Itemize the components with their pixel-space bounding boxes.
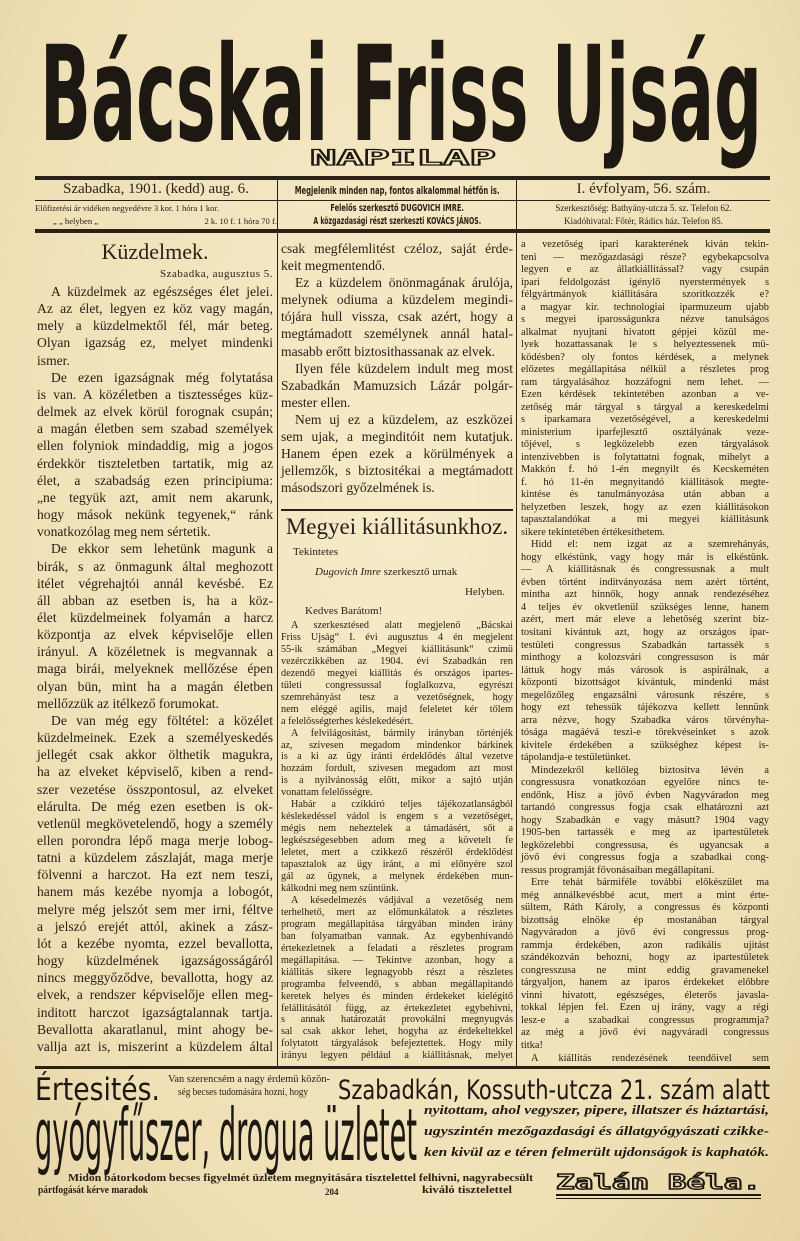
text-line: hogy küzdelmének igazságosságáról bbox=[37, 953, 273, 969]
text-line: évben történt inditványozása nem azért történt, bbox=[521, 576, 769, 588]
text-line: a magyar kir. technologiai iparmuzeum ujabb bbox=[521, 301, 769, 313]
text-line: 4 teljes év okvetlenül szükséges lenne, hanem bbox=[521, 601, 769, 613]
paragraph bbox=[281, 411, 513, 496]
text-line: A kiállitás rendezésének teendőivel sem bbox=[531, 1052, 769, 1064]
text-line: kivitele érdekében a szükséghez képest is- bbox=[521, 739, 769, 751]
text-line: jellegét csak akkor ölthetik magukra, bbox=[37, 747, 273, 763]
text-line: szándékozván behozni, hogy az ipartestületek bbox=[521, 952, 769, 964]
text-line: a magán életben sem szabad személyek bbox=[37, 421, 273, 437]
addressee-name: Dugovich Imre bbox=[315, 566, 381, 578]
text-line: lót a kezébe nyomta, ezzel bevallotta, bbox=[37, 935, 273, 951]
text-line: keretek helyes és minden érdekeket kielégitő bbox=[281, 990, 513, 1002]
advert-closing-1: Midőn bátorkodom becses figyelmét üzletem megnyitására tisztelettel felhivni, nagyrabecsült bbox=[68, 1173, 534, 1184]
text-line: tápolandja-e testületünket. bbox=[521, 752, 631, 764]
place-date: Szabadka, 1901. (kedd) aug. 6. bbox=[63, 181, 249, 197]
text-line: ismer. bbox=[37, 352, 70, 368]
text-line: Habár a czikkiró teljes tájékozatlanságból bbox=[291, 799, 513, 811]
volume-issue: I. évfolyam, 56. szám. bbox=[576, 181, 711, 197]
advert-heading: Értesités. bbox=[35, 1072, 160, 1108]
text-line: zetőség már tárgyal s tárgyal a kereskedelmi bbox=[521, 401, 769, 413]
text-line: felállitásától függ, az értekezletet egybehivni, bbox=[281, 1002, 513, 1014]
text-line: vallja azt is, miszerint a küzdelem által bbox=[37, 1038, 273, 1054]
text-line: melyre még jelszót sem mer irni, féltve bbox=[37, 901, 273, 917]
text-line: élet küzdelmeinek folyamán a harcz bbox=[37, 609, 273, 625]
text-line: sal csak akkor lehet, hogyha az érdekeltekkel bbox=[281, 1026, 513, 1038]
article-body bbox=[281, 240, 513, 496]
article-separator bbox=[281, 509, 513, 511]
text-line: itélet végrehajtói annál kevésbé. Ez bbox=[37, 575, 273, 591]
text-line: titka! bbox=[521, 1040, 543, 1051]
text-line: Ilyen féle küzdelem indult meg most bbox=[295, 360, 513, 376]
text-line: folytatott tárgyalások befejeztettek. Hogy mily bbox=[281, 1038, 513, 1050]
advert-intro-1: Van szerencsém a nagy érdemü közön- bbox=[168, 1074, 330, 1085]
location: Helyben. bbox=[464, 586, 505, 598]
publication-note: Megjelenik minden nap, fontos alkalommal hétfőn is. bbox=[294, 184, 500, 197]
text-line: nem eléggé agilis, majd feleletet kér tőlem bbox=[281, 703, 513, 715]
text-line: terhelhető, mert az előmunkálatok a részletes bbox=[281, 906, 513, 918]
text-line: masabb erőtt biztosithassanak az elvek. bbox=[281, 343, 496, 359]
text-line: kiállitás sikere legnagyobb részt a részletes bbox=[281, 966, 513, 978]
price-line-1: Előfizetési ár vidéken negyedévre 3 kor. 1 hóra 1 kor. bbox=[35, 203, 219, 213]
text-line: gál az ügynek, a melynek érdekében mun- bbox=[281, 871, 513, 883]
text-line: szemrehányást tesz a vezetőségnek, hogy bbox=[281, 691, 513, 703]
text-line: irányul. A közéletnek is megvannak a bbox=[37, 644, 273, 660]
paragraph bbox=[281, 274, 513, 359]
paragraph bbox=[281, 620, 513, 728]
text-line: tületi congressussal foglalkozva, egyrészt bbox=[281, 679, 513, 691]
article-megyei-kiallitasunkhoz bbox=[281, 512, 513, 1062]
text-line: program megállapitása tárgyában minden irány bbox=[281, 918, 513, 930]
text-line: lesz-e a szabadkai congressus programmja? bbox=[521, 1014, 769, 1026]
office-line: Szerkesztőség: Bathyány-utcza 5. sz. Telefon 62. bbox=[555, 203, 732, 213]
advert-intro-2: ség becses tudomására hozni, hogy bbox=[178, 1087, 308, 1098]
text-line: tositani kivántuk azt, hogy az országos ipar- bbox=[521, 626, 769, 638]
paragraph bbox=[37, 369, 273, 541]
text-line: A késedelmezés vádjával a vezetőség nem bbox=[291, 894, 513, 906]
text-line: lyek hozattassanak le s helyeztessenek mü- bbox=[521, 339, 769, 351]
text-line: leletet, mert a czikkező részéről érdeklődést bbox=[281, 847, 513, 859]
text-line: Friss Ujság“ I. évi augusztus 4 én megjelent bbox=[281, 631, 513, 643]
text-line: vonattam felelősségre. bbox=[281, 787, 373, 799]
column-divider-2 bbox=[516, 180, 517, 1066]
text-line: bizottság elnöke ép mostanában tárgyal bbox=[521, 914, 769, 926]
text-line: Szabadkán Mamuzsich Lázár polgár- bbox=[281, 377, 513, 393]
text-line: mester ellen. bbox=[281, 394, 351, 410]
text-line: jellemzők, s biztositékai a megtámadott bbox=[281, 463, 513, 479]
text-line: inditott harczot igazságtalannak tartja. bbox=[37, 1004, 273, 1020]
price-line-2-value: 2 k. 10 f. 1 hóra 70 f. bbox=[204, 216, 277, 226]
column-divider-1 bbox=[277, 180, 278, 1066]
text-line: megelőzőleg engazsálni városunk részére, s bbox=[521, 689, 769, 701]
text-line: mely a küzdelmektől fél, már beteg. bbox=[37, 318, 273, 334]
text-line: irányu legyen például a kiállitásnak, melyet bbox=[281, 1050, 513, 1062]
text-line: vetlenül megkövetelendő, hogy a személy bbox=[37, 815, 273, 831]
text-line: sültem, Ráth Károly, a congressus és központi bbox=[521, 902, 769, 914]
text-line: minthogy a kolozsvári congressuson is már bbox=[521, 652, 769, 664]
text-line: láttuk hogy más városok is aspirálnak, a bbox=[521, 664, 769, 676]
text-line: csak megfélemlitést czéloz, saját érde- bbox=[281, 241, 513, 256]
text-line: helyzetben leszek, hogy az ezen kiállitásokon bbox=[521, 501, 769, 513]
text-line: jövő évi congressus fogja a szabadkai cong- bbox=[521, 852, 769, 864]
text-line: Hidd el: nem izgat az a szemrehányás, bbox=[531, 539, 769, 551]
text-line: vonatkozólag meg nem sértetik. bbox=[37, 524, 211, 540]
dateline: Szabadka, augusztus 5. bbox=[159, 268, 273, 280]
text-line: tójára hull vissza, csak azért, hogy a bbox=[281, 309, 513, 325]
text-line: birák, s az önmagunk által meghozott bbox=[37, 558, 273, 574]
advert-shop-type: gyógyfűszer, drogua üzletet bbox=[35, 1093, 417, 1177]
advert-signature: Zalán Béla. bbox=[556, 1170, 761, 1194]
text-line: is van. A közéletben a tisztességes küz- bbox=[37, 386, 273, 402]
article-title: Megyei kiállitásunkhoz. bbox=[285, 514, 509, 539]
paragraph bbox=[521, 539, 769, 764]
text-line: A küzdelmek az egészséges élet jelei. bbox=[51, 284, 273, 299]
text-line: nincs meggyőződve, bevallotta, hogy az bbox=[37, 970, 273, 986]
text-line: értekezletnek a feladati a részletes program bbox=[281, 942, 513, 954]
text-line: késlekedéssel vádol is engem s a vezetőséget, bbox=[281, 811, 513, 823]
text-line: programba felveendő, s abban megállapitandó bbox=[281, 978, 513, 990]
text-line: De ezen igazságnak még folytatása bbox=[51, 369, 273, 385]
advert-desc-3: ken kivül az e téren felmerült ujdonságok is kaphatók. bbox=[424, 1144, 769, 1159]
text-line: megállapitása. — Tekintve azonban, hogy a bbox=[281, 954, 513, 966]
paragraph bbox=[281, 799, 513, 895]
text-line: dezendő megyei kiállitás és országos ipartes- bbox=[281, 667, 513, 679]
text-line: félgyártmányok kiállitására szoritkozzék e? bbox=[521, 289, 769, 301]
text-line: hanem más kezébe nyomja a lobogót, bbox=[37, 884, 273, 900]
paragraph bbox=[37, 283, 273, 369]
text-line: Olyan igazság ez, melyet mindenki bbox=[37, 335, 273, 351]
text-line: ködésben? oly fontos kérdések, a melynek bbox=[521, 351, 769, 363]
text-line: sikere tekintetében értékesithetem. bbox=[521, 526, 665, 538]
text-line: olyan bün, mint ha a magán életben bbox=[37, 678, 273, 694]
text-line: vezérczikkében az 1904. évi Szabadkán ren bbox=[281, 655, 513, 667]
text-line: szer vezetése összpontosul, az elveket bbox=[37, 781, 273, 797]
text-line: testületi congressus Szabadkán tartassék s bbox=[521, 639, 769, 651]
paragraph bbox=[281, 360, 513, 411]
text-line: hogy Szabadkán e vagy másutt? 1904 vagy bbox=[521, 814, 769, 826]
signature-underline bbox=[556, 1194, 761, 1196]
text-line: tatni a küzdelem zászlaját, maga merje bbox=[37, 850, 273, 866]
econ-editor-line: A közgazdasági részt szerkeszti KOVÁCS JÁNOS. bbox=[313, 216, 481, 227]
advert-desc-1: nyitottam, ahol vegyszer, pipere, illatszer és háztartási, bbox=[424, 1102, 769, 1117]
text-line: tapasztalok az ügy iránt, a mi előnyére szol bbox=[281, 859, 513, 871]
text-line: ram tárgyalásához hozzáfogni nem lehet. — bbox=[521, 376, 769, 388]
text-line: tapasztalandókat a mi megyei kiállitásunk bbox=[521, 514, 769, 526]
text-line: ellen folyniok mindaddig, mig a jogos bbox=[37, 438, 273, 454]
article-body bbox=[521, 239, 769, 1065]
text-line: Az az élet, legyen ez köz vagy magán, bbox=[37, 301, 273, 317]
text-line: is a ki az ügy iránti érdeklődés által vezetve bbox=[281, 751, 513, 763]
text-line: másodszori győzelmének is. bbox=[281, 480, 435, 496]
article-kuzdelmek bbox=[37, 238, 273, 1055]
text-line: elárulta. De még ezen esetben is ok- bbox=[37, 798, 273, 814]
text-line: a jelszó erejét attól, akinek a zász- bbox=[37, 918, 273, 934]
article-megyei-kiallitasunkhoz-continued bbox=[521, 239, 769, 1065]
text-line: központja az elvek képviselője ellen bbox=[37, 627, 273, 643]
paragraph bbox=[521, 877, 769, 1052]
text-line: ha az elveket képviselő, kiben a rend- bbox=[37, 764, 273, 780]
paragraph bbox=[281, 728, 513, 800]
header-mid-rule bbox=[35, 200, 770, 201]
newspaper-title: Bácskai Friss Ujság bbox=[40, 18, 762, 172]
text-line: teni — mezőgazdasági része? egybekapcsolva bbox=[521, 251, 769, 263]
text-line: még annálkevésbbé acut, mert a mint érte- bbox=[521, 889, 769, 901]
text-line: legkészségesebben adom meg a követelt fe bbox=[281, 835, 513, 847]
text-line: küzdelmeinek. Ezek a személyeskedés bbox=[37, 730, 273, 746]
advert-desc-2: ugyszintén mezőgazdasági és állatgyógyászati czikke- bbox=[424, 1123, 769, 1138]
text-line: — A kiállitásnak és congressusnak a mult bbox=[521, 564, 769, 576]
text-line: A szerkesztésed alatt megjelenő „Bácskai bbox=[291, 620, 513, 631]
text-line: rammja érdekében, azon radikális ujitást bbox=[521, 939, 769, 951]
text-line: kálkodni meg nem szüntünk. bbox=[281, 882, 399, 894]
text-line: alkalmat nyujtani hivatott gépjei közül me- bbox=[521, 326, 769, 338]
advert-closing-2: pártfogását kérve maradok bbox=[38, 1185, 149, 1196]
text-line: De van még egy föltétel: a közélet bbox=[51, 712, 273, 728]
text-line: a vezetőség ipari karakterének kiván tekin- bbox=[521, 239, 769, 250]
header-bottom-rule bbox=[35, 229, 770, 233]
text-line: Nem uj ez a küzdelem, az eszközei bbox=[295, 411, 513, 427]
text-line: előzetes megállapitása nélkül a részletes prog bbox=[521, 364, 769, 376]
text-line: ellen porondra lépő maga merje lobog- bbox=[37, 833, 273, 848]
article-body bbox=[281, 620, 513, 1062]
text-line: tőjével, s legközelebb ezen tárgyalások bbox=[521, 439, 769, 451]
text-line: hogy ezt tehessük tájékozva kellett lennünk bbox=[521, 702, 769, 714]
advert-number: 204 bbox=[325, 1187, 339, 1197]
text-line: intenzivebben is folytattatni fognak, mihelyt a bbox=[521, 451, 769, 463]
text-line: tartandó congressus fogja csak elhatározni azt bbox=[521, 802, 769, 814]
publisher-line: Kiadóhivatal: Főtér, Rádics ház. Telefon 85. bbox=[564, 216, 723, 226]
text-line: Mindezekről kellőleg biztositva lévén a bbox=[531, 764, 769, 776]
text-line: élet, a szabadság ezen principiuma: bbox=[37, 472, 273, 488]
article-kuzdelmek-continued bbox=[281, 240, 513, 496]
text-line: arra nézve, hogy Szabadka város törvényha- bbox=[521, 714, 769, 726]
text-line: hozzám fordult, szivesen megadom azt most bbox=[281, 763, 513, 775]
text-line: ipari feldolgozást igénylő nyerstermények s bbox=[521, 276, 769, 288]
text-line: Ezen kérdések tekintetében azonban a ve- bbox=[521, 389, 769, 401]
text-line: s annak határozatát provokálni megnyugvás bbox=[281, 1014, 513, 1026]
text-line: kintése és tanulmányozása után abban a bbox=[521, 489, 769, 501]
advert-regards: kiváló tisztelettel bbox=[422, 1185, 513, 1196]
text-line: 1905-ben tartassék e meg az ipartestületek bbox=[521, 827, 769, 839]
masthead bbox=[0, 0, 800, 172]
text-line: f. hó 11-én megnyitandó kiállitások megte- bbox=[521, 476, 769, 488]
advert-address: Szabadkán, Kossuth-utcza 21. szám alatt bbox=[338, 1075, 770, 1106]
text-line: s iparkamara vezetőségével, a kereskedelmi bbox=[521, 414, 769, 426]
text-line: Hanem épen ezek a körülmények a bbox=[281, 446, 513, 462]
text-line: ressus programját fővonásaiban megállapitani. bbox=[521, 864, 715, 876]
text-line: „ne tegyük azt, amit nem akarunk, bbox=[37, 489, 273, 505]
text-line: legközelebbi congressusa, és ugyancsak a bbox=[521, 839, 769, 851]
text-line: mintha azt hinnők, hogy annak rendezéséhez bbox=[521, 589, 769, 601]
greeting: Kedves Barátom! bbox=[305, 605, 383, 617]
text-line: megtámadott személynek annál hatal- bbox=[281, 326, 513, 342]
text-line: 55-ik számában „Megyei kiállitásunk“ czimü bbox=[281, 643, 513, 655]
text-line: Nagyváradon a jövő évi congressus prog- bbox=[521, 927, 769, 939]
text-line: A felvilágositást, bármily irányban történjék bbox=[291, 727, 513, 739]
newspaper-subtitle: NAPILAP bbox=[310, 146, 496, 170]
paragraph bbox=[37, 540, 273, 712]
advertisement bbox=[0, 1068, 800, 1213]
text-line: a felelősségterhes késlekedésért. bbox=[281, 715, 414, 727]
editor-line: Felelős szerkesztő DUGOVICH IMRE. bbox=[330, 203, 464, 214]
text-line: hogy elkéstünk, vagy hogy már is elkéstünk. bbox=[521, 551, 769, 563]
paragraph bbox=[521, 1053, 769, 1066]
paragraph bbox=[521, 765, 769, 878]
text-line: központi bizottságot kivántuk, mindenki mást bbox=[521, 677, 769, 689]
paragraph bbox=[521, 239, 769, 539]
text-line: endőnk, Hisz a jövő évben Nagyváradon meg bbox=[521, 789, 769, 801]
signature-underline-thin bbox=[556, 1198, 761, 1199]
text-line: melynek odiuma a küzdelem megindi- bbox=[281, 292, 513, 308]
text-line: congresszusa ne mint eddig gravamenekel bbox=[521, 964, 769, 976]
text-line: az még a jövő évi nagyváradi congressus bbox=[521, 1027, 769, 1039]
text-line: vinni hivatott, egészséges, életerős javasla- bbox=[521, 989, 769, 1001]
text-line: érdekkör tiszteletben tartatik, mig az bbox=[37, 455, 273, 471]
text-line: sem ujak, a meginditóit nem kutatjuk. bbox=[281, 429, 513, 445]
text-line: tokkal lépjen fel. Ezen uj irány, vagy a régi bbox=[521, 1002, 769, 1014]
text-line: elvek, a rendszer képviselője ellen meg- bbox=[37, 987, 273, 1003]
salutation: Tekintetes bbox=[293, 546, 339, 558]
text-line: congressusra vonatkozóan egyelőre nincs te- bbox=[521, 777, 769, 789]
paragraph bbox=[37, 712, 273, 1055]
text-line: Erre tehát bármiféle további előkészület ma bbox=[531, 877, 769, 889]
text-line: tárgyaljon, hanem az iparos érdekeket előbbre bbox=[521, 977, 769, 989]
addressee-title: szerkesztő urnak bbox=[383, 566, 458, 578]
text-line: azért, mert már eleve a lehetőség szerint biz- bbox=[521, 614, 769, 626]
text-line: maga birái, melyeknek mellőzése épen bbox=[37, 661, 273, 677]
text-line: hogy mások nekünk tegyenek,“ ránk bbox=[37, 507, 273, 523]
text-line: delmek az elvek körül forognak csupán; bbox=[37, 404, 273, 420]
text-line: ministerium iparfejlesztő osztályának veze- bbox=[521, 426, 769, 438]
text-line: ban folyamatban vannak. Az egybenhivandó bbox=[281, 930, 513, 942]
text-line: s megyei iparosságunkra nézve tanulságos bbox=[521, 314, 769, 326]
header-top-rule bbox=[35, 176, 770, 180]
text-line: az, szivesen megadom mindenkor bárkinek bbox=[281, 739, 513, 751]
text-line: fölvenni a harczot. Ha ezt nem teszi, bbox=[37, 867, 273, 883]
text-line: De ekkor sem lehetünk magunk a bbox=[51, 541, 273, 557]
text-line: keit megmentendő. bbox=[281, 258, 386, 274]
paragraph bbox=[281, 895, 513, 1062]
text-line: mellőzzük az itélkező forumokat. bbox=[37, 695, 219, 711]
text-line: Makkón f. hó 1-én megnyilt és Kecskeméten bbox=[521, 464, 769, 476]
text-line: mégis nem neheztelek a támadásért, sőt a bbox=[281, 823, 513, 835]
article-title: Küzdelmek. bbox=[101, 239, 209, 264]
text-line: Ez a küzdelem önönmagának árulója, bbox=[295, 275, 513, 291]
paragraph bbox=[281, 240, 513, 274]
article-body bbox=[37, 283, 273, 1055]
text-line: tósága magáévá teszi-e törekvéseinket s azok bbox=[521, 727, 769, 739]
text-line: legyen e az állatkiállitással? vagy csupán bbox=[521, 264, 769, 276]
price-line-2-label: „ „ helyben „ bbox=[53, 216, 99, 226]
text-line: is a nyilvánosság előtt, mikor a sajtó utján bbox=[281, 775, 513, 787]
text-line: áll abban az esetben is, ha a köz- bbox=[37, 592, 273, 608]
text-line: Bevallotta akaratlanul, mint ahogy be- bbox=[37, 1021, 273, 1037]
